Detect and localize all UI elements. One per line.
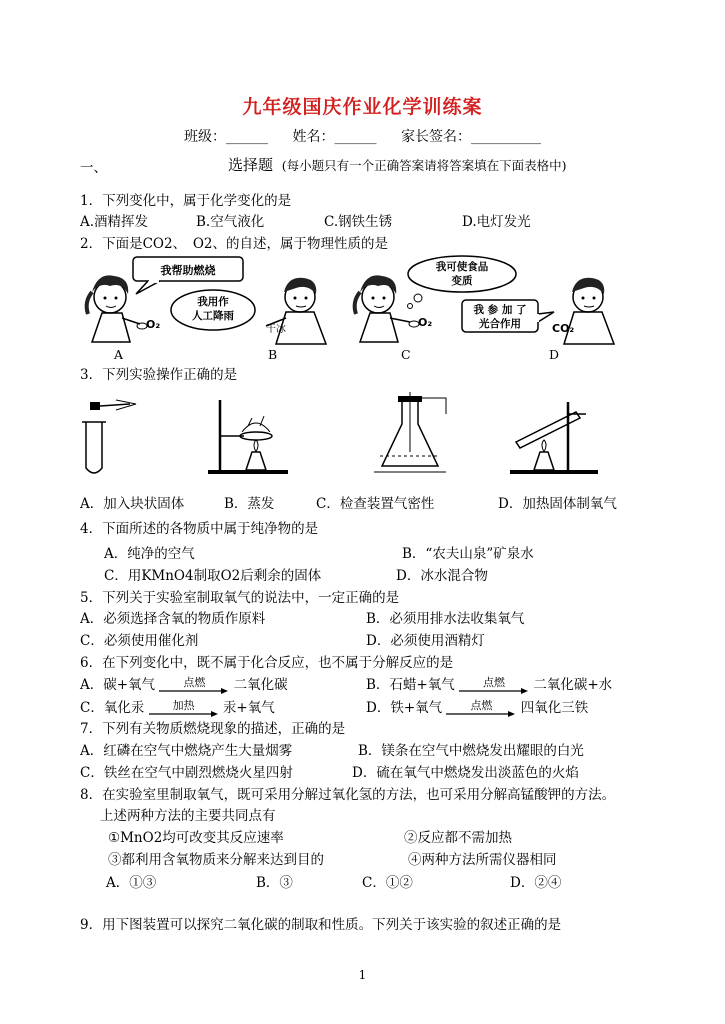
q5-option-b: B．必须用排水法收集氧气 [366, 611, 525, 627]
section-heading [228, 154, 567, 175]
q6-a-condition: 点燃 [183, 676, 206, 689]
girl-a-figure [87, 275, 140, 342]
q6-b-arrow [459, 677, 529, 693]
q8-option-d: D．②④ [510, 875, 562, 891]
q6-a-arrow [159, 677, 229, 693]
q2-illustration [78, 252, 638, 360]
q6-c-products: 汞+氧气 [222, 700, 275, 716]
q1-option-c: C.钢铁生锈 [324, 214, 393, 230]
q7-option-a: A．红磷在空气中燃烧产生大量烟雾 [80, 743, 293, 759]
q1-stem: 1．下列变化中，属于化学变化的是 [80, 193, 292, 209]
section-heading-text: 选择题 [228, 156, 274, 174]
co2-formula-d: CO₂ [552, 322, 575, 335]
q6-option-d [366, 696, 588, 716]
q2-stem: 2．下面是CO2、 O2、的自述，属于物理性质的是 [80, 236, 388, 252]
q2-label-a: A [114, 347, 124, 362]
q6-d-products: 四氧化三铁 [520, 700, 589, 716]
oxygen-heating-apparatus [510, 402, 598, 474]
q6-a-products: 二氧化碳 [233, 677, 288, 693]
bubble-b-line2: 人工降雨 [192, 310, 234, 322]
q8-point-2: ②反应都不需加热 [404, 830, 512, 846]
q8-stem: 8．在实验室里制取氧气，既可采用分解过氧化氢的方法，也可采用分解高锰酸钾的方法。 [80, 787, 616, 803]
section-number: 一、 [80, 160, 107, 176]
q3-option-d: D．加热固体制氧气 [498, 496, 617, 512]
q6-stem: 6．在下列变化中，既不属于化合反应，也不属于分解反应的是 [80, 655, 454, 671]
q6-c-reactants: C．氧化汞 [80, 700, 145, 716]
q5-stem: 5．下列关于实验室制取氧气的说法中，一定正确的是 [80, 590, 400, 606]
q6-d-condition: 点燃 [470, 699, 493, 712]
q6-d-arrow [446, 700, 516, 716]
section-note: (每小题只有一个正确答案请将答案填在下面表格中) [281, 158, 567, 173]
bubble-c-line1: 我可使食品 [435, 261, 489, 273]
q8-subprompt: 上述两种方法的主要共同点有 [100, 808, 276, 824]
q7-option-d: D．硫在氧气中燃烧发出淡蓝色的火焰 [352, 765, 579, 781]
q6-c-arrow [149, 700, 219, 716]
q6-option-c [80, 696, 275, 716]
parent-signature-field: 家长签名：__________ [400, 129, 541, 145]
q6-b-condition: 点燃 [483, 676, 506, 689]
q8-option-a: A．①③ [106, 875, 157, 891]
q7-option-b: B．镁条在空气中燃烧发出耀眼的白光 [358, 743, 584, 759]
q6-b-products: 二氧化碳+水 [533, 677, 613, 693]
q2-label-d: D [549, 347, 560, 362]
bubble-d-line1: 我 参 加 了 [473, 304, 527, 316]
bubble-d-line2: 光合作用 [479, 318, 521, 330]
q8-point-1: ①MnO2均可改变其反应速率 [108, 830, 284, 846]
q2-label-b: B [268, 347, 278, 362]
q3-illustration [76, 392, 616, 478]
q3-option-b: B．蒸发 [224, 496, 275, 512]
page-title: 九年级国庆作业化学训练案 [242, 96, 483, 118]
q4-stem: 4．下面所述的各物质中属于纯净物的是 [80, 521, 319, 537]
airtightness-apparatus [374, 392, 446, 472]
q8-option-c: C．①② [362, 875, 413, 891]
q4-option-a: A．纯净的空气 [104, 546, 195, 562]
student-info [0, 126, 725, 146]
bubble-c-line2: 变质 [451, 275, 473, 287]
q6-d-reactants: D．铁+氧气 [366, 700, 443, 716]
q4-option-c: C．用KMnO4制取O2后剩余的固体 [104, 568, 322, 584]
q5-option-d: D．必须使用酒精灯 [366, 633, 485, 649]
q5-option-c: C．必须使用催化剂 [80, 633, 199, 649]
q7-stem: 7．下列有关物质燃烧现象的描述，正确的是 [80, 721, 346, 737]
q6-a-reactants: A．碳+氧气 [80, 677, 156, 693]
o2-formula-a: O₂ [146, 318, 161, 331]
q6-c-condition: 加热 [172, 699, 195, 712]
q6-option-a [80, 673, 288, 693]
q1-option-b: B.空气液化 [196, 214, 265, 230]
dry-ice-label: 干冰 [266, 324, 286, 335]
bubble-b-line1: 我用作 [197, 296, 229, 308]
page-number: 1 [358, 968, 367, 982]
q8-point-3: ③都利用含氧物质来分解来达到目的 [108, 852, 324, 868]
q4-option-d: D．冰水混合物 [396, 568, 488, 584]
bubble-a-text: 我帮助燃烧 [160, 264, 216, 277]
q3-option-a: A．加入块状固体 [80, 496, 185, 512]
q6-b-reactants: B．石蜡+氧气 [366, 677, 455, 693]
q9-stem: 9．用下图装置可以探究二氧化碳的制取和性质。下列关于该实验的叙述正确的是 [80, 917, 562, 933]
evaporation-apparatus [208, 400, 288, 474]
q1-option-a: A.酒精挥发 [80, 214, 149, 230]
test-tube-apparatus [82, 400, 136, 473]
class-field: 班级：______ [184, 129, 269, 145]
q7-option-c: C．铁丝在空气中剧烈燃烧火星四射 [80, 765, 293, 781]
name-field: 姓名：______ [292, 129, 377, 145]
q1-option-d: D.电灯发光 [462, 214, 531, 230]
girl-c-figure [355, 275, 410, 342]
q4-option-b: B．“农夫山泉”矿泉水 [402, 546, 534, 562]
q5-option-a: A．必须选择含氧的物质作原料 [80, 611, 266, 627]
o2-formula-c: O₂ [418, 316, 433, 329]
q8-option-b: B．③ [256, 875, 293, 891]
q6-option-b [366, 673, 612, 693]
q3-stem: 3．下列实验操作正确的是 [80, 367, 238, 383]
q2-label-c: C [401, 347, 411, 362]
q3-option-c: C．检查装置气密性 [316, 496, 435, 512]
q8-point-4: ④两种方法所需仪器相同 [408, 852, 557, 868]
